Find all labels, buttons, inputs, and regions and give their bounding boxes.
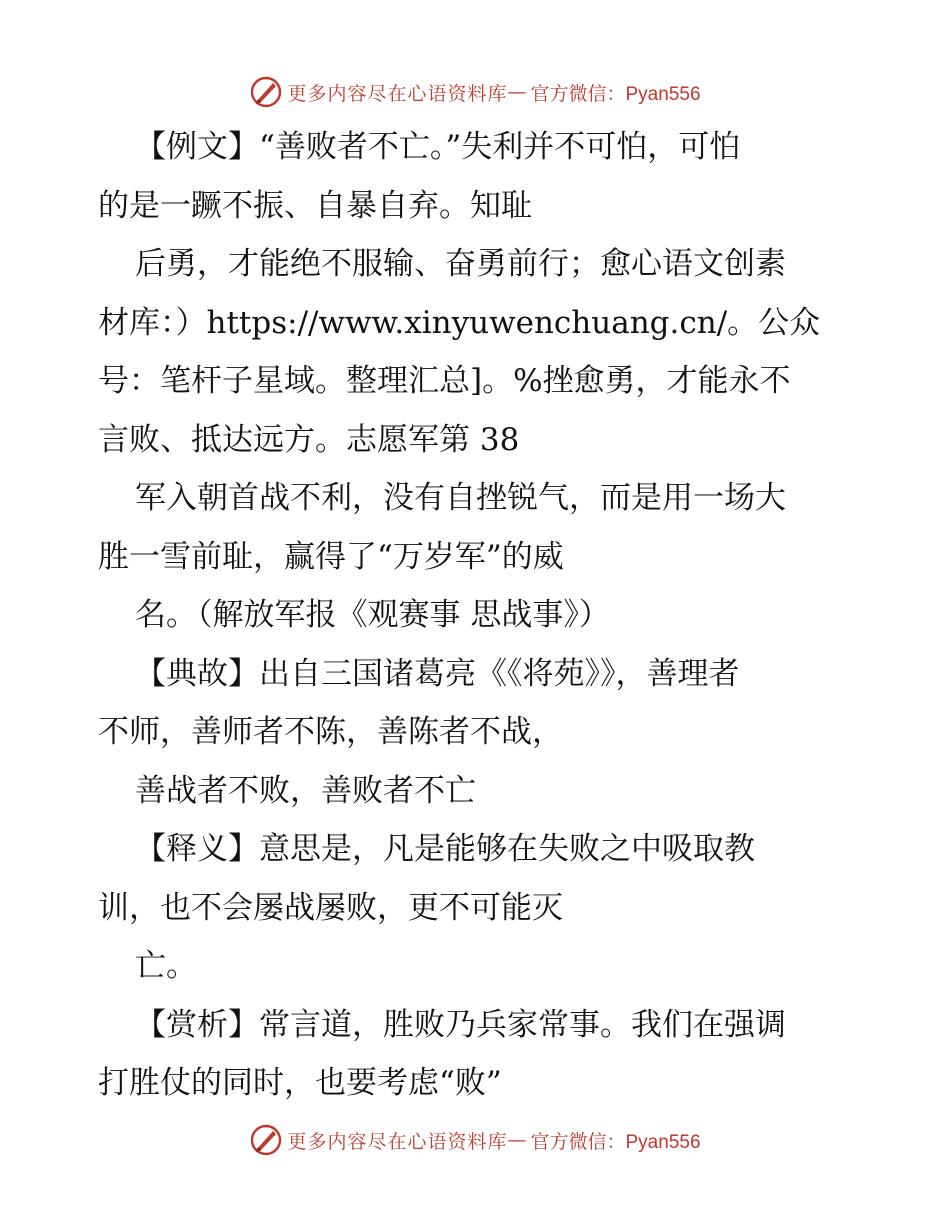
- text-line: 亡。: [135, 948, 197, 984]
- text-line: 胜一雪前耻，赢得了“万岁军”的威: [98, 538, 564, 575]
- pen-logo-icon: [249, 75, 283, 109]
- footer-separator: —: [507, 1129, 527, 1151]
- footer-watermark: [0, 1118, 950, 1162]
- text-line: 号：笔杆子星域。整理汇总]。%挫愈勇，才能永不: [98, 363, 791, 399]
- text-line: 后勇，才能绝不服输、奋勇前行；愈心语文创素: [135, 246, 786, 282]
- header-separator: —: [507, 81, 527, 103]
- header-watermark: [0, 70, 950, 114]
- header-wechat-text: 官方微信：Pyan556: [530, 83, 701, 105]
- footer-wechat-text: 官方微信：Pyan556: [530, 1131, 701, 1153]
- text-line: 言败、抵达远方。志愿军第 38: [98, 421, 520, 458]
- text-line: 【释义】意思是，凡是能够在失败之中吸取教: [135, 831, 755, 867]
- text-line: 【例文】“善败者不亡。”失利并不可怕，可怕: [135, 129, 741, 165]
- text-line: 材库：）https://www.xinyuwenchuang.cn/。公众: [98, 304, 821, 341]
- text-line: 善战者不败，善败者不亡: [135, 772, 476, 809]
- pen-logo-icon: [249, 1123, 283, 1157]
- text-line: 【典故】出自三国诸葛亮《《将苑》》，善理者: [135, 655, 740, 692]
- text-line: 不师，善师者不陈，善陈者不战，: [98, 714, 563, 750]
- text-line: 的是一蹶不振、自暴自弃。知耻: [98, 187, 532, 224]
- text-line: 训，也不会屡战屡败，更不可能灭: [98, 889, 563, 926]
- footer-brand-text: 更多内容尽在心语资料库: [287, 1130, 508, 1153]
- header-brand-text: 更多内容尽在心语资料库: [287, 82, 508, 105]
- text-line: 名。（解放军报《观赛事 思战事》）: [135, 597, 610, 633]
- text-line: 【赏析】常言道，胜败乃兵家常事。我们在强调: [135, 1006, 786, 1043]
- text-line: 军入朝首战不利，没有自挫锐气，而是用一场大: [135, 480, 786, 516]
- document-body: [98, 118, 858, 1113]
- text-line: 打胜仗的同时，也要考虑“败”: [98, 1065, 502, 1101]
